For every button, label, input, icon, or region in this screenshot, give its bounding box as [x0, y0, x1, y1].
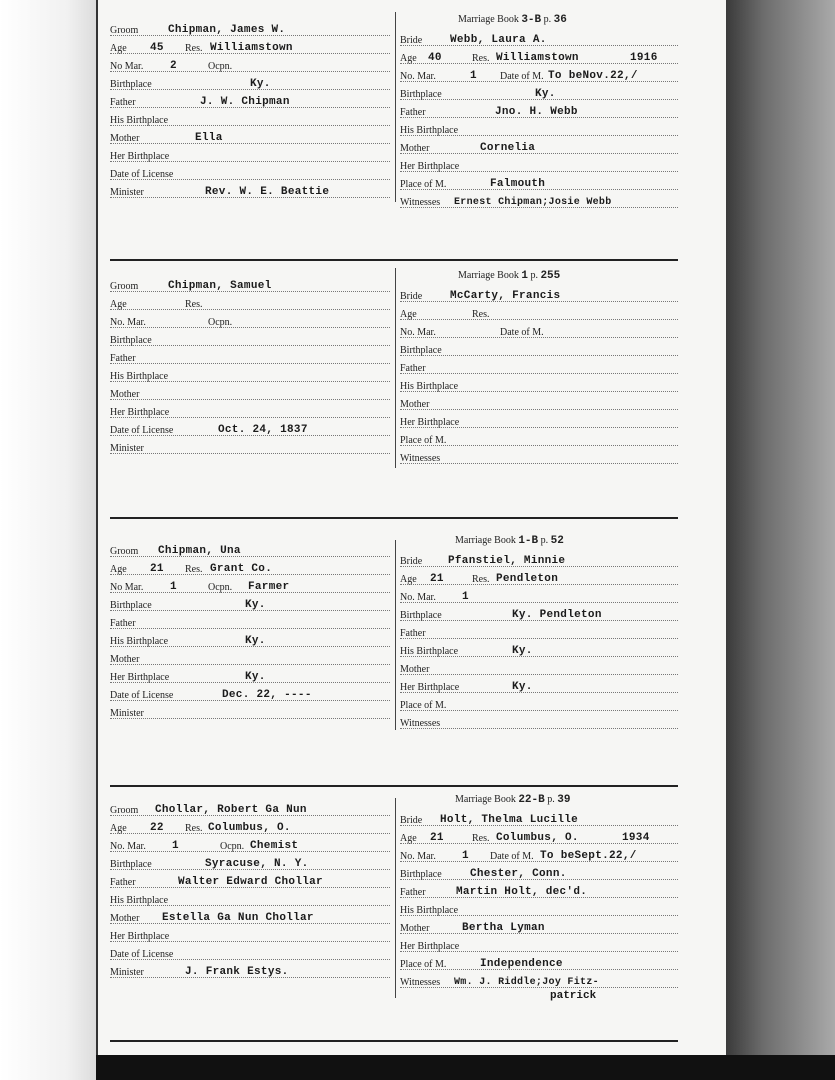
- father-row: Father: [400, 358, 678, 376]
- his-birthplace-row: His Birthplace Ky.: [400, 641, 678, 659]
- no-mar-row: No Mar. 2 Ocpn.: [110, 56, 390, 74]
- age-row: Age 21 Res. Pendleton: [400, 569, 678, 587]
- no-mar-row: No. Mar. Date of M.: [400, 322, 678, 340]
- groom-row: Groom Chipman, Samuel: [110, 276, 390, 294]
- bride-row: Bride Webb, Laura A.: [400, 30, 678, 48]
- section-rule: [110, 517, 678, 519]
- film-margin-right: [726, 0, 835, 1080]
- groom-mother: Estella Ga Nun Chollar: [162, 912, 314, 924]
- age-row: Age 22 Res. Columbus, O.: [110, 818, 390, 836]
- birthplace-row: Birthplace Syracuse, N. Y.: [110, 854, 390, 872]
- mother-row: Mother: [110, 384, 390, 402]
- groom-mother: Ella: [195, 132, 223, 144]
- age-row: Age 45 Res. Williamstown: [110, 38, 390, 56]
- groom-name: Chipman, Una: [158, 545, 241, 557]
- mother-row: Mother Ella: [110, 128, 390, 146]
- place-of-m-row: Place of M. Falmouth: [400, 174, 678, 192]
- witnesses-row: Witnesses Ernest Chipman;Josie Webb: [400, 192, 678, 210]
- his-birthplace-row: His Birthplace: [110, 366, 390, 384]
- marriage-book-ref: Marriage Book 1-B p. 52: [455, 535, 564, 547]
- bride-age: 21: [430, 832, 444, 844]
- his-birthplace-row: His Birthplace: [110, 110, 390, 128]
- no-mar-row: No. Mar. 1: [400, 587, 678, 605]
- place-of-m-row: Place of M. Independence: [400, 954, 678, 972]
- his-birthplace-row: His Birthplace: [400, 376, 678, 394]
- groom-name: Chipman, Samuel: [168, 280, 272, 292]
- place-of-marriage: Falmouth: [490, 178, 546, 190]
- date-of-license-row: Date of License: [110, 944, 390, 962]
- her-birthplace-row: Her Birthplace: [400, 412, 678, 430]
- bride-name: Pfanstiel, Minnie: [448, 555, 566, 567]
- minister-row: Minister: [110, 703, 390, 721]
- groom-occupation: Farmer: [248, 581, 290, 593]
- witnesses-row: Witnesses Wm. J. Riddle;Joy Fitz-: [400, 972, 678, 990]
- film-margin-bottom: [96, 1055, 835, 1080]
- no-mar-row: No Mar. 1 Ocpn. Farmer: [110, 577, 390, 595]
- marriage-book-ref: Marriage Book 3-B p. 36: [458, 14, 567, 26]
- bride-row: Bride Pfanstiel, Minnie: [400, 551, 678, 569]
- father-row: Father Walter Edward Chollar: [110, 872, 390, 890]
- father-row: Father: [400, 623, 678, 641]
- groom-residence: Williamstown: [210, 42, 293, 54]
- groom-occupation: Chemist: [250, 840, 299, 852]
- date-of-marriage: To beSept.22,/: [540, 850, 637, 862]
- groom-minister: J. Frank Estys.: [185, 966, 289, 978]
- date-of-license-row: Date of License Oct. 24, 1837: [110, 420, 390, 438]
- record-year: 1934: [622, 832, 650, 844]
- bride-name: Webb, Laura A.: [450, 34, 547, 46]
- groom-name: Chipman, James W.: [168, 24, 286, 36]
- bride-mother: Cornelia: [480, 142, 536, 154]
- age-row: Age Res.: [400, 304, 678, 322]
- mother-row: Mother Estella Ga Nun Chollar: [110, 908, 390, 926]
- father-row: Father: [110, 613, 390, 631]
- groom-age: 45: [150, 42, 164, 54]
- date-of-license-row: Date of License: [110, 164, 390, 182]
- minister-row: Minister Rev. W. E. Beattie: [110, 182, 390, 200]
- groom-minister: Rev. W. E. Beattie: [205, 186, 330, 198]
- license-date: Oct. 24, 1837: [218, 424, 308, 436]
- her-birthplace-row: Her Birthplace Ky.: [110, 667, 390, 685]
- birthplace-row: Birthplace: [400, 340, 678, 358]
- groom-father: J. W. Chipman: [200, 96, 290, 108]
- her-birthplace-row: Her Birthplace: [110, 402, 390, 420]
- place-of-m-row: Place of M.: [400, 695, 678, 713]
- bride-mother: Bertha Lyman: [462, 922, 545, 934]
- mother-row: Mother Bertha Lyman: [400, 918, 678, 936]
- bride-father: Martin Holt, dec'd.: [456, 886, 588, 898]
- groom-birthplace: Ky.: [250, 78, 271, 90]
- her-birthplace-row: Her Birthplace: [110, 926, 390, 944]
- age-row: Age 40 Res. Williamstown 1916: [400, 48, 678, 66]
- bride-age: 21: [430, 573, 444, 585]
- no-mar-row: No. Mar. 1 Ocpn. Chemist: [110, 836, 390, 854]
- bride-name: McCarty, Francis: [450, 290, 561, 302]
- marriage-book-ref: Marriage Book 22-B p. 39: [455, 794, 571, 806]
- bride-row: Bride McCarty, Francis: [400, 286, 678, 304]
- bride-age: 40: [428, 52, 442, 64]
- place-of-marriage: Independence: [480, 958, 563, 970]
- license-date: Dec. 22, ----: [222, 689, 312, 701]
- age-row: Age 21 Res. Columbus, O. 1934: [400, 828, 678, 846]
- mother-row: Mother Cornelia: [400, 138, 678, 156]
- his-birthplace-row: His Birthplace: [400, 120, 678, 138]
- birthplace-row: Birthplace Chester, Conn.: [400, 864, 678, 882]
- groom-no-mar: 2: [170, 60, 177, 72]
- her-birthplace-row: Her Birthplace Ky.: [400, 677, 678, 695]
- groom-birthplace: Syracuse, N. Y.: [205, 858, 309, 870]
- no-mar-row: No. Mar. 1 Date of M. To beSept.22,/: [400, 846, 678, 864]
- birthplace-row: Birthplace Ky.: [110, 595, 390, 613]
- groom-name: Chollar, Robert Ga Nun: [155, 804, 307, 816]
- groom-row: Groom Chipman, James W.: [110, 20, 390, 38]
- mother-row: Mother: [110, 649, 390, 667]
- date-of-license-row: Date of License Dec. 22, ----: [110, 685, 390, 703]
- groom-row: Groom Chipman, Una: [110, 541, 390, 559]
- her-birthplace-row: Her Birthplace: [400, 156, 678, 174]
- his-birthplace-row: His Birthplace: [400, 900, 678, 918]
- birthplace-row: Birthplace Ky. Pendleton: [400, 605, 678, 623]
- birthplace-row: Birthplace: [110, 330, 390, 348]
- her-birthplace-row: Her Birthplace: [400, 936, 678, 954]
- section-rule: [110, 785, 678, 787]
- mother-row: Mother: [400, 394, 678, 412]
- groom-residence: Grant Co.: [210, 563, 273, 575]
- birthplace-row: Birthplace Ky.: [400, 84, 678, 102]
- groom-age: 22: [150, 822, 164, 834]
- witnesses-row: Witnesses: [400, 713, 678, 731]
- father-row: Father Jno. H. Webb: [400, 102, 678, 120]
- father-row: Father J. W. Chipman: [110, 92, 390, 110]
- witnesses-value: Ernest Chipman;Josie Webb: [454, 197, 612, 208]
- mother-row: Mother: [400, 659, 678, 677]
- age-row: Age Res.: [110, 294, 390, 312]
- place-of-m-row: Place of M.: [400, 430, 678, 448]
- his-birthplace-row: His Birthplace Ky.: [110, 631, 390, 649]
- minister-row: Minister J. Frank Estys.: [110, 962, 390, 980]
- record-year: 1916: [630, 52, 658, 64]
- bride-residence: Williamstown: [496, 52, 579, 64]
- date-of-marriage: To beNov.22,/: [548, 70, 638, 82]
- bride-residence: Columbus, O.: [496, 832, 579, 844]
- marriage-book-ref: Marriage Book 1 p. 255: [458, 270, 561, 282]
- no-mar-row: No. Mar. 1 Date of M. To beNov.22,/: [400, 66, 678, 84]
- film-margin-left: [0, 0, 96, 1080]
- witnesses-row: Witnesses: [400, 448, 678, 466]
- witnesses-value: Wm. J. Riddle;Joy Fitz-: [454, 977, 599, 988]
- birthplace-row: Birthplace Ky.: [110, 74, 390, 92]
- no-mar-row: No. Mar. Ocpn.: [110, 312, 390, 330]
- her-birthplace-row: Her Birthplace: [110, 146, 390, 164]
- column-divider: [395, 12, 396, 202]
- minister-row: Minister: [110, 438, 390, 456]
- section-rule: [110, 1040, 678, 1042]
- column-divider: [395, 798, 396, 998]
- father-row: Father Martin Holt, dec'd.: [400, 882, 678, 900]
- father-row: Father: [110, 348, 390, 366]
- groom-father: Walter Edward Chollar: [178, 876, 323, 888]
- bride-row: Bride Holt, Thelma Lucille: [400, 810, 678, 828]
- column-divider: [395, 540, 396, 730]
- groom-row: Groom Chollar, Robert Ga Nun: [110, 800, 390, 818]
- bride-residence: Pendleton: [496, 573, 559, 585]
- column-divider: [395, 268, 396, 468]
- bride-birthplace: Chester, Conn.: [470, 868, 567, 880]
- groom-residence: Columbus, O.: [208, 822, 291, 834]
- bride-name: Holt, Thelma Lucille: [440, 814, 579, 826]
- witnesses-continuation: patrick: [550, 990, 597, 1002]
- his-birthplace-row: His Birthplace: [110, 890, 390, 908]
- bride-father: Jno. H. Webb: [495, 106, 578, 118]
- age-row: Age 21 Res. Grant Co.: [110, 559, 390, 577]
- section-rule: [110, 259, 678, 261]
- groom-age: 21: [150, 563, 164, 575]
